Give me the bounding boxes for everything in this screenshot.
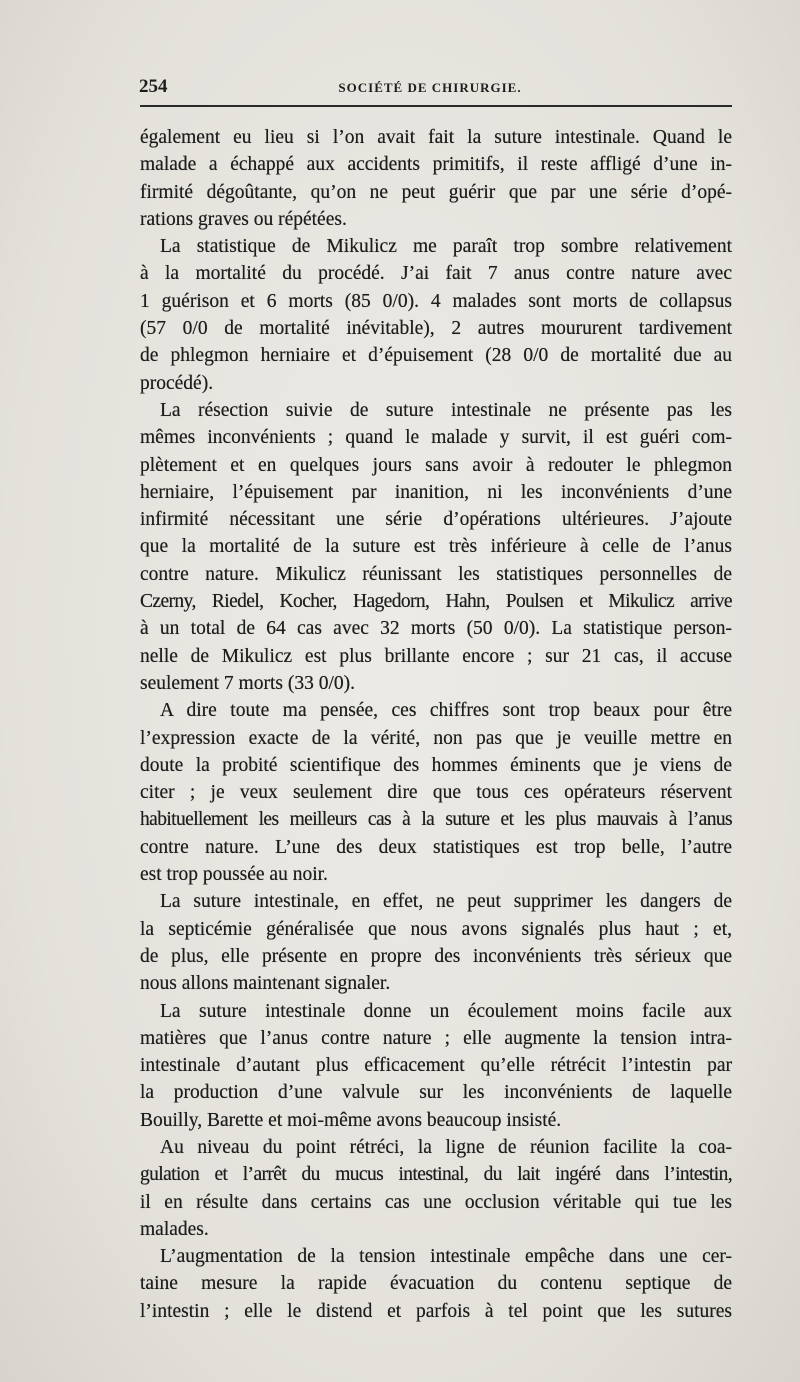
text-line: herniaire, l’épuisement par inanition, ni les inconvénients d’une [140, 481, 732, 503]
text-line: Bouilly, Barette et moi-même avons beaucoup insisté. [140, 1109, 562, 1131]
text-line: à la mortalité du procédé. J’ai fait 7 anus contre nature avec [140, 263, 732, 285]
page-number: 254 [139, 76, 168, 97]
text-line: Czerny, Riedel, Kocher, Hagedorn, Hahn, Poulsen et Mikulicz arrive [140, 591, 732, 613]
text-line: habituellement les meilleurs cas à la suture et les plus mauvais à l’anus [140, 809, 732, 831]
text-line: de plus, elle présente en propre des inconvénients très sérieux que [140, 945, 732, 967]
text-line: que la mortalité de la suture est très inférieure à celle de l’anus [140, 536, 732, 558]
body-text [140, 124, 732, 1325]
text-line: il en résulte dans certains cas une occlusion véritable qui tue les [140, 1191, 732, 1213]
text-line: plètement et en quelques jours sans avoir à redouter le phlegmon [140, 454, 732, 476]
text-line: de phlegmon herniaire et d’épuisement (28 0/0 de mortalité due au [140, 345, 732, 367]
text-line: procédé). [140, 372, 214, 394]
text-line: firmité dégoûtante, qu’on ne peut guérir que par une série d’opé- [140, 181, 732, 203]
text-line: citer ; je veux seulement dire que tous ces opérateurs réservent [140, 782, 732, 804]
text-line: taine mesure la rapide évacuation du contenu septique de [140, 1273, 732, 1295]
text-line: contre nature. Mikulicz réunissant les statistiques personnelles de [140, 563, 732, 585]
text-line: contre nature. L’une des deux statistiques est trop belle, l’autre [140, 836, 732, 858]
header-rule [140, 105, 732, 107]
text-line: La résection suivie de suture intestinale ne présente pas les [160, 399, 732, 421]
text-line: matières que l’anus contre nature ; elle augmente la tension intra- [140, 1027, 732, 1049]
text-line: à un total de 64 cas avec 32 morts (50 0/0). La statistique person- [140, 618, 732, 640]
text-line: l’expression exacte de la vérité, non pas que je veuille mettre en [140, 727, 732, 749]
text-line: doute la probité scientifique des hommes éminents que je viens de [140, 754, 732, 776]
text-line: La suture intestinale donne un écoulement moins facile aux [160, 1000, 732, 1022]
text-line: malade a échappé aux accidents primitifs, il reste affligé d’une in- [140, 154, 732, 176]
text-line: gulation et l’arrêt du mucus intestinal, du lait ingéré dans l’intestin, [140, 1164, 732, 1186]
text-line: nous allons maintenant signaler. [140, 973, 391, 995]
text-line: mêmes inconvénients ; quand le malade y survit, il est guéri com- [140, 427, 732, 449]
text-line: La suture intestinale, en effet, ne peut supprimer les dangers de [160, 891, 732, 913]
text-line: infirmité nécessitant une série d’opérations ultérieures. J’ajoute [140, 509, 732, 531]
text-line: l’intestin ; elle le distend et parfois à tel point que les sutures [140, 1300, 732, 1322]
text-line: Au niveau du point rétréci, la ligne de réunion facilite la coa- [160, 1136, 732, 1158]
text-line: la septicémie généralisée que nous avons signalés plus haut ; et, [140, 918, 732, 940]
text-line: L’augmentation de la tension intestinale empêche dans une cer- [160, 1246, 732, 1268]
text-line: également eu lieu si l’on avait fait la suture intestinale. Quand le [140, 127, 732, 148]
text-line: (57 0/0 de mortalité inévitable), 2 autres moururent tardivement [140, 318, 732, 340]
text-line: malades. [140, 1218, 209, 1240]
text-line: 1 guérison et 6 morts (85 0/0). 4 malades sont morts de collapsus [140, 290, 732, 312]
text-line: nelle de Mikulicz est plus brillante encore ; sur 21 cas, il accuse [140, 645, 732, 667]
text-line: A dire toute ma pensée, ces chiffres sont trop beaux pour être [160, 700, 732, 722]
text-line: La statistique de Mikulicz me paraît trop sombre relativement [160, 236, 732, 258]
text-line: seulement 7 morts (33 0/0). [140, 672, 356, 694]
text-line: rations graves ou répétées. [140, 208, 347, 230]
text-line: la production d’une valvule sur les inconvénients de laquelle [140, 1082, 732, 1104]
text-line: est trop poussée au noir. [140, 864, 328, 886]
text-line: intestinale d’autant plus efficacement qu’elle rétrécit l’intestin par [140, 1055, 732, 1077]
running-head: SOCIÉTÉ DE CHIRURGIE. [338, 80, 522, 95]
